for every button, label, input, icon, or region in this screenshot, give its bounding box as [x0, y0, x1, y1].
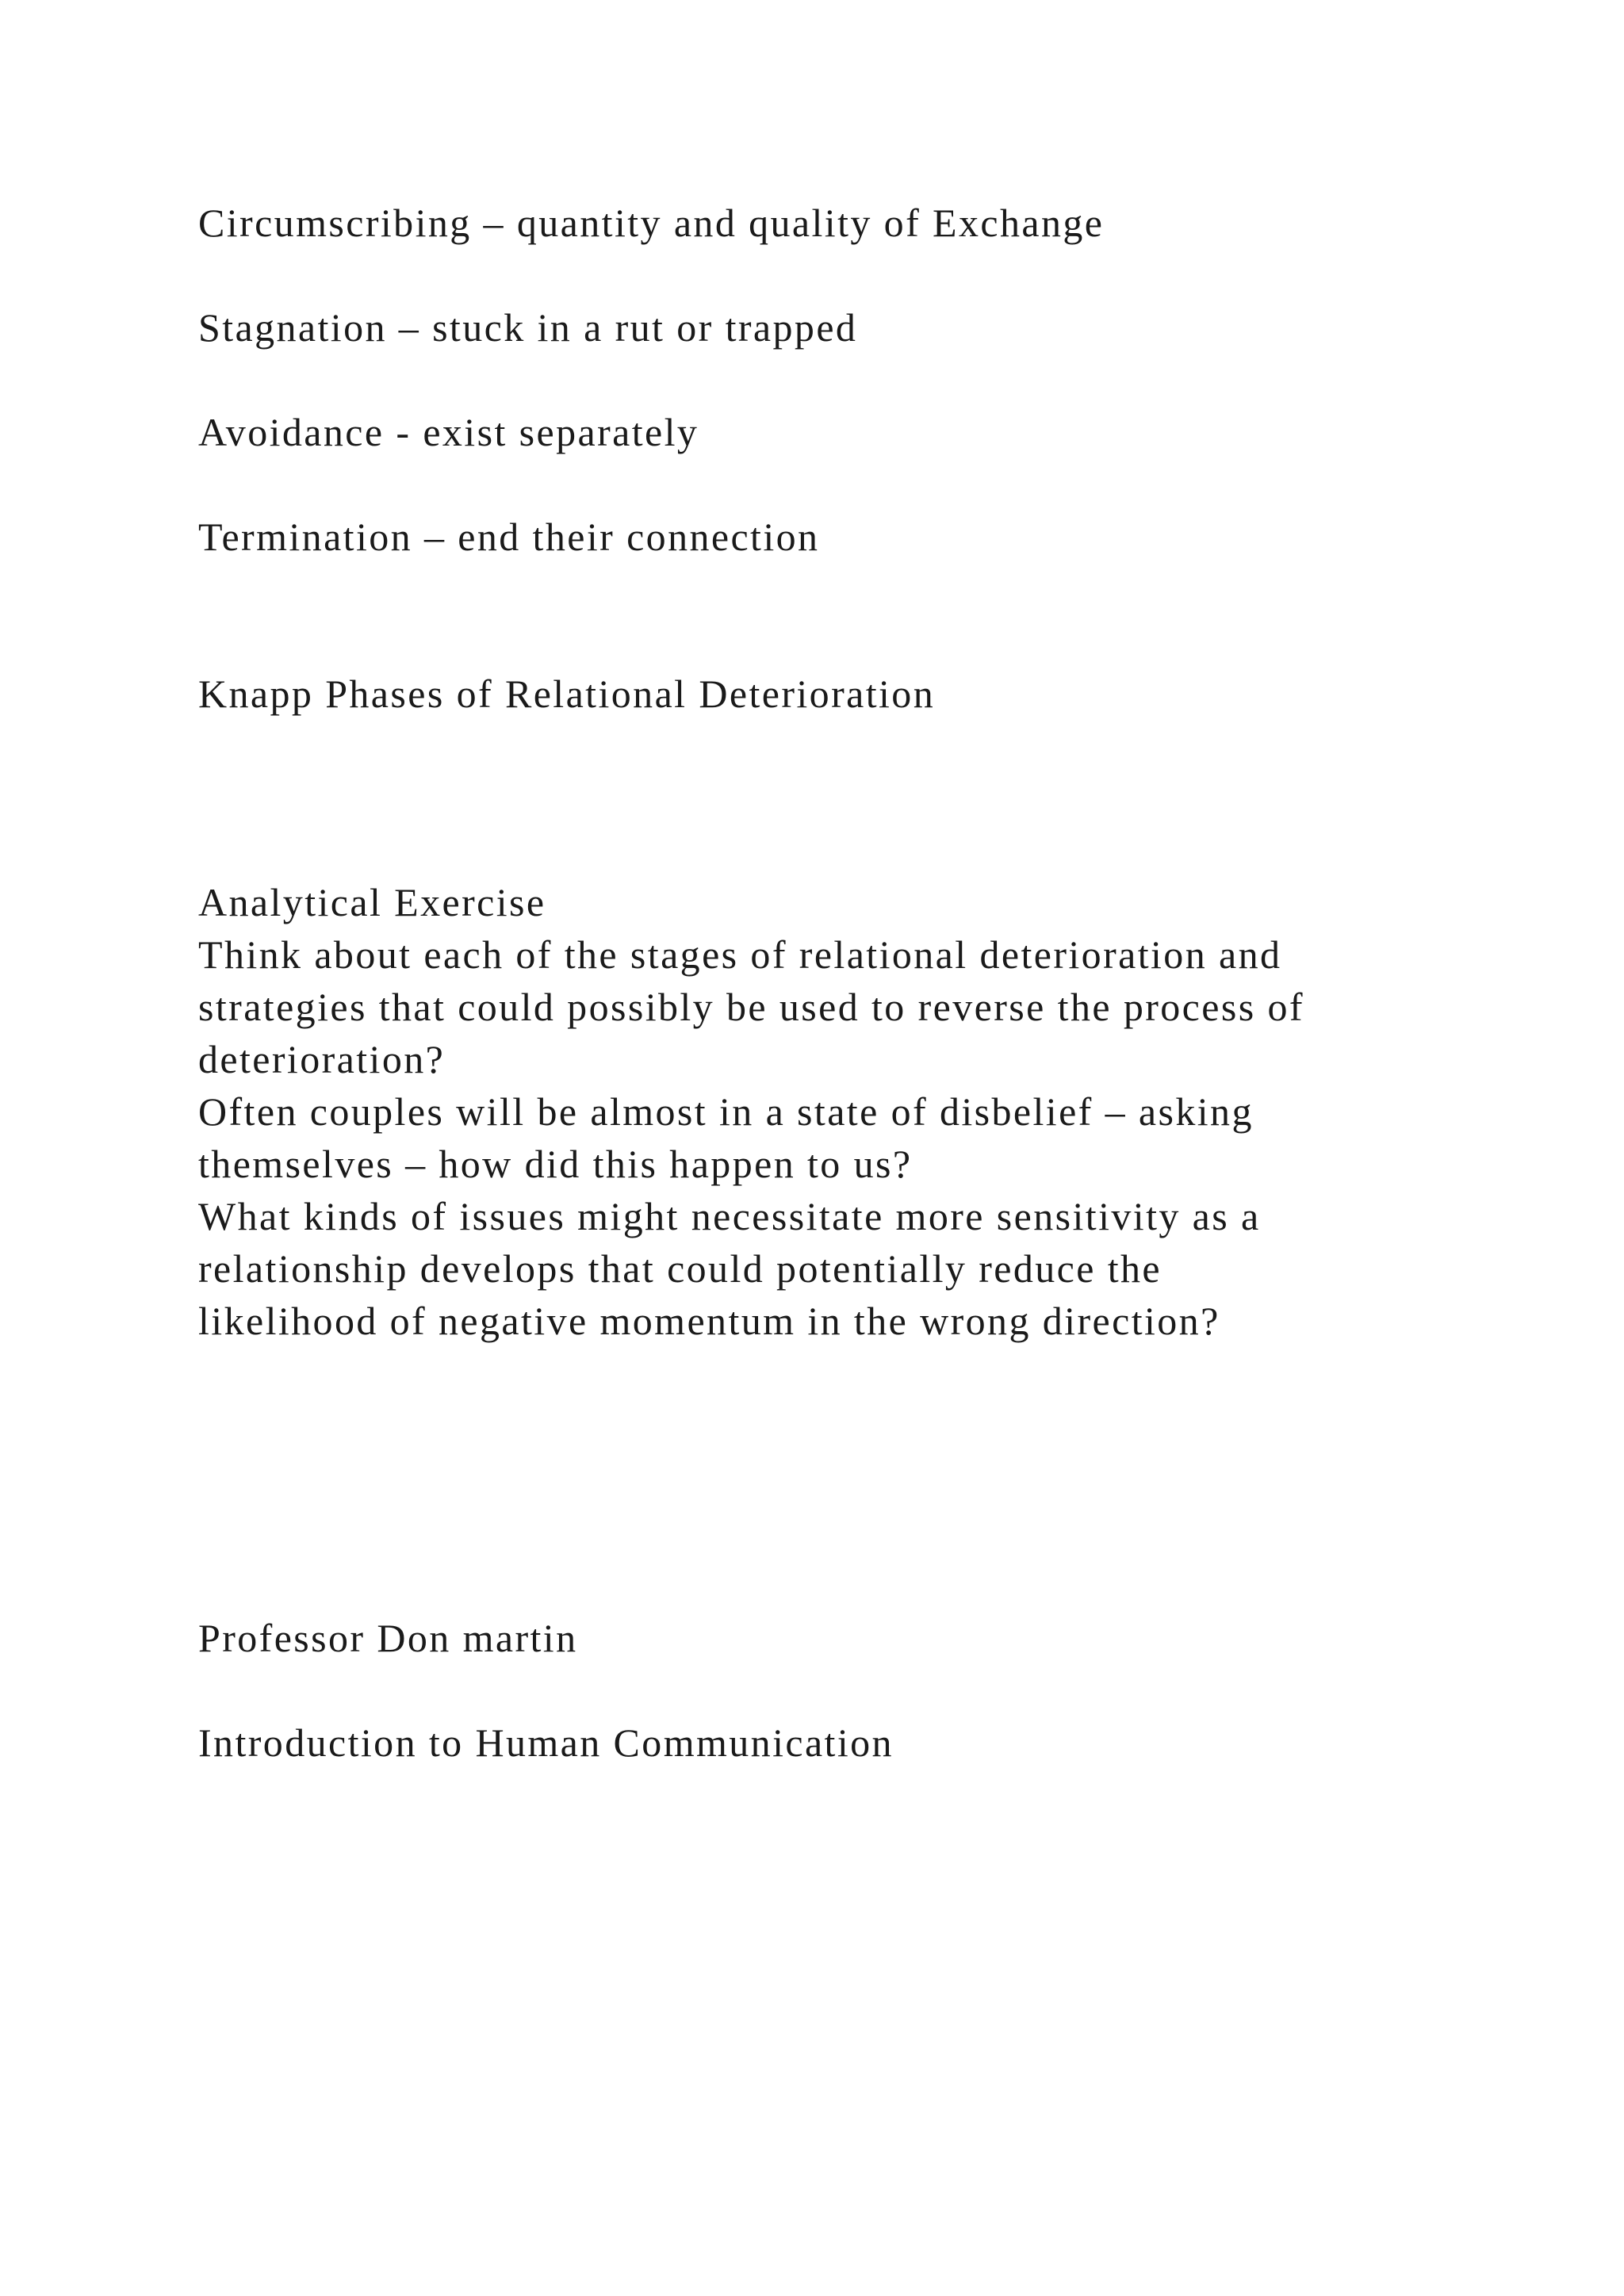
exercise-line: What kinds of issues might necessitate more sensitivity as a: [198, 1194, 1261, 1238]
phase-circumscribing: Circumscribing – quantity and quality of Exchange: [198, 201, 1105, 245]
exercise-line: Often couples will be almost in a state of disbelief – asking: [198, 1089, 1254, 1134]
exercise-line: Think about each of the stages of relational deterioration and: [198, 932, 1282, 977]
diagram-caption: Knapp Phases of Relational Deterioration: [198, 672, 936, 716]
phase-avoidance: Avoidance - exist separately: [198, 410, 699, 454]
exercise-line: themselves – how did this happen to us?: [198, 1142, 913, 1186]
phase-stagnation: Stagnation – stuck in a rut or trapped: [198, 305, 858, 350]
course-title: Introduction to Human Communication: [198, 1720, 894, 1765]
analytical-exercise: [198, 876, 1304, 1347]
exercise-line: relationship develops that could potentially reduce the: [198, 1246, 1162, 1291]
exercise-line: likelihood of negative momentum in the wrong direction?: [198, 1299, 1220, 1343]
exercise-line: strategies that could possibly be used to reverse the process of: [198, 985, 1304, 1029]
exercise-heading: Analytical Exercise: [198, 880, 546, 924]
exercise-line: deterioration?: [198, 1037, 446, 1081]
phase-termination: Termination – end their connection: [198, 515, 820, 559]
author-name: Professor Don martin: [198, 1616, 578, 1660]
